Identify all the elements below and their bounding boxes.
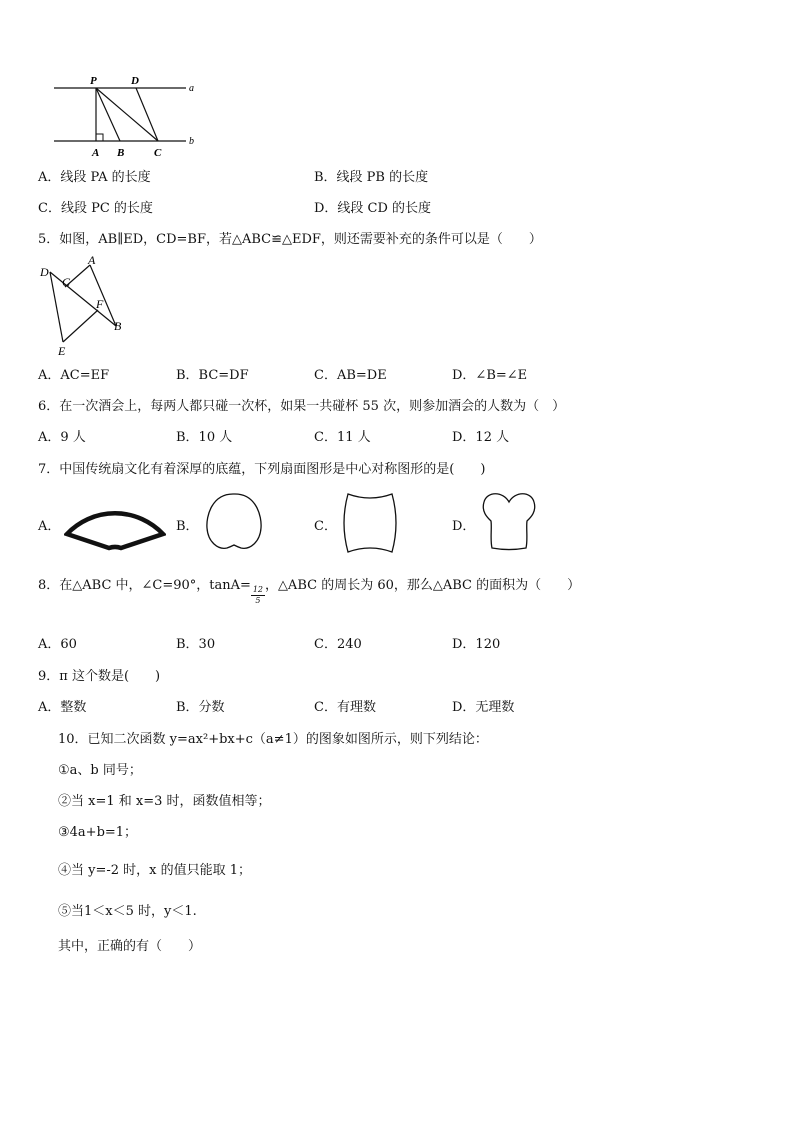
q10-stem: 10．已知二次函数 y=ax²+bx+c（a≠1）的图象如图所示，则下列结论： — [58, 732, 488, 747]
label-C: C — [62, 275, 71, 289]
segment-AB — [90, 265, 116, 326]
label-C: C — [154, 147, 162, 159]
q9-option-a[interactable]: A．整数 — [38, 700, 87, 715]
fraction-numerator: 12 — [252, 585, 264, 594]
q8-option-d[interactable]: D．120 — [452, 637, 501, 652]
fan-shape-c[interactable] — [338, 490, 402, 556]
q9-option-b[interactable]: B．分数 — [176, 700, 225, 715]
q8-option-a[interactable]: A．60 — [38, 637, 77, 652]
q6-option-a[interactable]: A．9 人 — [38, 430, 86, 445]
q10-item-5: ⑤当1＜x＜5 时，y＜1. — [58, 904, 197, 919]
label-B: B — [117, 147, 125, 159]
q5-option-c[interactable]: C．AB=DE — [314, 368, 387, 383]
label-P: P — [90, 75, 97, 87]
q7-option-c-label[interactable]: C． — [314, 519, 337, 534]
q4-option-c[interactable]: C．线段 PC 的长度 — [38, 201, 153, 216]
segment-DB — [50, 272, 116, 326]
label-a: a — [189, 83, 194, 94]
segment-PB — [96, 88, 120, 141]
q8-stem-part2: ，△ABC 的周长为 60，那么△ABC 的面积为（ ） — [264, 578, 581, 593]
q5-stem: 5．如图，AB∥ED，CD=BF，若△ABC≌△EDF，则还需要补充的条件可以是（ ） — [38, 232, 542, 247]
segment-EF — [63, 310, 98, 342]
q8-option-c[interactable]: C．240 — [314, 637, 362, 652]
fan-shape-b[interactable] — [202, 490, 266, 556]
q5-option-d[interactable]: D．∠B=∠E — [452, 368, 528, 383]
fan-shape-a[interactable] — [64, 490, 166, 552]
fan-shape-d[interactable] — [478, 488, 540, 554]
q6-option-d[interactable]: D．12 人 — [452, 430, 510, 445]
label-F: F — [96, 297, 104, 311]
q5-figure — [34, 252, 134, 358]
q4-option-a[interactable]: A．线段 PA 的长度 — [38, 170, 151, 185]
q6-stem: 6．在一次酒会上，每两人都只碰一次杯，如果一共碰杯 55 次，则参加酒会的人数为（ ） — [38, 399, 566, 414]
label-B: B — [114, 319, 122, 333]
q10-item-3: ③4a+b=1； — [58, 825, 138, 840]
q8-option-b[interactable]: B．30 — [176, 637, 216, 652]
q6-option-b[interactable]: B．10 人 — [176, 430, 233, 445]
q5-option-b[interactable]: B．BC=DF — [176, 368, 249, 383]
q4-figure — [48, 72, 208, 164]
q9-option-c[interactable]: C．有理数 — [314, 700, 376, 715]
q10-item-2: ②当 x=1 和 x=3 时，函数值相等； — [58, 794, 271, 809]
segment-DC — [136, 88, 158, 141]
q6-option-c[interactable]: C．11 人 — [314, 430, 371, 445]
q7-option-b-label[interactable]: B． — [176, 519, 199, 534]
q4-option-d[interactable]: D．线段 CD 的长度 — [314, 201, 432, 216]
q8-stem-part1: 8．在△ABC 中，∠C=90°，tanA= — [38, 578, 251, 593]
label-A: A — [92, 147, 100, 159]
q5-option-a[interactable]: A．AC=EF — [38, 368, 110, 383]
q10-item-1: ①a、b 同号； — [58, 763, 142, 778]
q9-option-d[interactable]: D．无理数 — [452, 700, 515, 715]
label-E: E — [58, 344, 66, 358]
label-D: D — [131, 75, 139, 87]
q9-stem: 9．π 这个数是( ) — [38, 669, 161, 684]
q8-stem — [38, 574, 581, 605]
q7-option-d-label[interactable]: D． — [452, 519, 476, 534]
q7-stem: 7．中国传统扇文化有着深厚的底蕴，下列扇面图形是中心对称图形的是( ) — [38, 462, 486, 477]
right-angle-mark — [96, 134, 103, 141]
q10-closing: 其中，正确的有（ ） — [58, 939, 202, 954]
fraction-denominator: 5 — [255, 596, 261, 605]
label-b: b — [189, 136, 194, 147]
q7-option-a-label[interactable]: A． — [38, 519, 61, 534]
q10-item-4: ④当 y=-2 时，x 的值只能取 1； — [58, 863, 252, 878]
q4-option-b[interactable]: B．线段 PB 的长度 — [314, 170, 429, 185]
label-A: A — [88, 253, 96, 267]
tan-fraction — [251, 585, 265, 606]
segment-PC — [96, 88, 158, 141]
label-D: D — [40, 265, 49, 279]
